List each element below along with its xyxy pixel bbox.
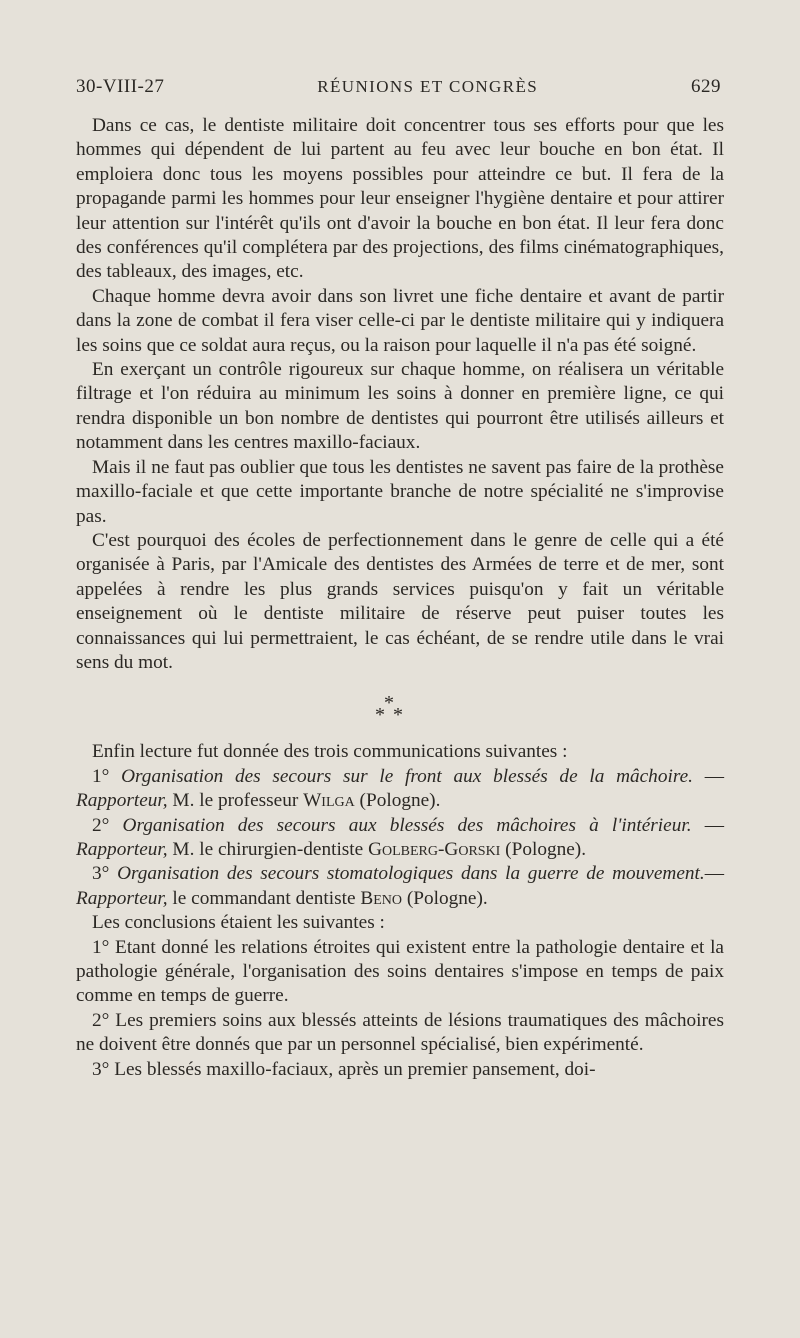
page-body — [76, 114, 724, 1082]
paragraph: C'est pourquoi des écoles de perfectionnement dans le genre de celle qui a été organisée à Paris, par l'Amicale des dentistes des Armées de terre et de mer, sont appelées à rendre les plus grands services puisqu'on y fait un véritable enseignement où le dentiste militaire de réserve peut puiser toutes les connaissances qui lui permettraient, le cas échéant, de se rendre utile dans le vrai sens du mot. — [76, 529, 724, 673]
rapporteur-label: Rapporteur, — [76, 838, 168, 860]
communications-intro: Enfin lecture fut donnée des trois communications suivantes : — [92, 741, 568, 763]
paragraph: Mais il ne faut pas oublier que tous les dentistes ne savent pas faire de la prothèse maxillo-faciale et que cette importante branche de notre spécialité ne s'improvise pas. — [76, 456, 724, 527]
page-number: 629 — [691, 76, 721, 97]
asterism-divider — [76, 675, 724, 740]
conclusion-item: 2° Les premiers soins aux blessés atteints de lésions traumatiques des mâchoires ne doivent être donnés que par un personnel spécialisé, bien expérimenté. — [76, 1009, 724, 1056]
communication-item: 3° Organisation des secours stomatologiques dans la guerre de mouvement.—Rapporteur, le commandant dentiste Beno (Pologne). — [76, 863, 724, 909]
asterisk-right: * — [393, 704, 403, 727]
conclusion-item: 1° Etant donné les relations étroites qui existent entre la pathologie dentaire et la pathologie générale, l'organisation des soins dentaires s'impose en temps de paix comme en temps de guerre. — [76, 936, 724, 1007]
person-name: Golberg-Gorski — [368, 838, 501, 860]
paragraph: En exerçant un contrôle rigoureux sur chaque homme, on réalisera un véritable filtrage et l'on réduira au minimum les soins à donner en première ligne, ce qui rendra disponible un bon nombre de dentistes qui pourront être utilisés ailleurs et notamment dans les centres maxillo-faciaux. — [76, 359, 724, 454]
rapporteur-label: Rapporteur, — [76, 790, 168, 812]
header-date: 30-VIII-27 — [76, 76, 165, 97]
communication-title: Organisation des secours stomatologiques dans la guerre de mouvement. — [117, 863, 705, 885]
paragraph: Chaque homme devra avoir dans son livret une fiche dentaire et avant de partir dans la zone de combat il fera viser celle-ci par le dentiste militaire qui y indiquera les soins que ce soldat aura reçus, ou la raison pour laquelle il n'a pas été soigné. — [76, 285, 724, 356]
paragraph: Dans ce cas, le dentiste militaire doit concentrer tous ses efforts pour que les hommes qui dépendent de lui partent au feu avec leur bouche en bon état. Il emploiera donc tous les moyens possibles pour atteindre ce but. Il fera de la propagande parmi les hommes pour leur enseigner l'hygiène dentaire et pour attirer leur attention sur l'intérêt qu'ils ont d'avoir la bouche en bon état. Il leur fera donc des conférences qu'il complétera par des projections, des films cinématographiques, des tableaux, des images, etc. — [76, 115, 724, 283]
conclusion-item: 3° Les blessés maxillo-faciaux, après un premier pansement, doi- — [92, 1058, 596, 1080]
running-header — [76, 76, 721, 98]
communication-title: Organisation des secours aux blessés des mâchoires à l'intérieur. — [122, 814, 692, 836]
communication-title: Organisation des secours sur le front aux blessés de la mâchoire. — [121, 765, 693, 787]
asterisk-top: * — [384, 692, 394, 715]
header-title: RÉUNIONS ET CONGRÈS — [317, 77, 539, 96]
communication-item: 1° Organisation des secours sur le front aux blessés de la mâchoire. — Rapporteur, M. le professeur Wilga (Pologne). — [76, 765, 725, 812]
person-name: Wilga — [303, 790, 355, 812]
person-name: Beno — [360, 887, 403, 909]
asterisk-left: * — [375, 704, 385, 727]
rapporteur-label: Rapporteur, — [76, 887, 168, 909]
conclusions-intro: Les conclusions étaient les suivantes : — [92, 912, 385, 934]
communication-item: 2° Organisation des secours aux blessés des mâchoires à l'intérieur. — Rapporteur, M. le chirurgien-dentiste Golberg-Gorski (Pologne). — [76, 814, 724, 860]
